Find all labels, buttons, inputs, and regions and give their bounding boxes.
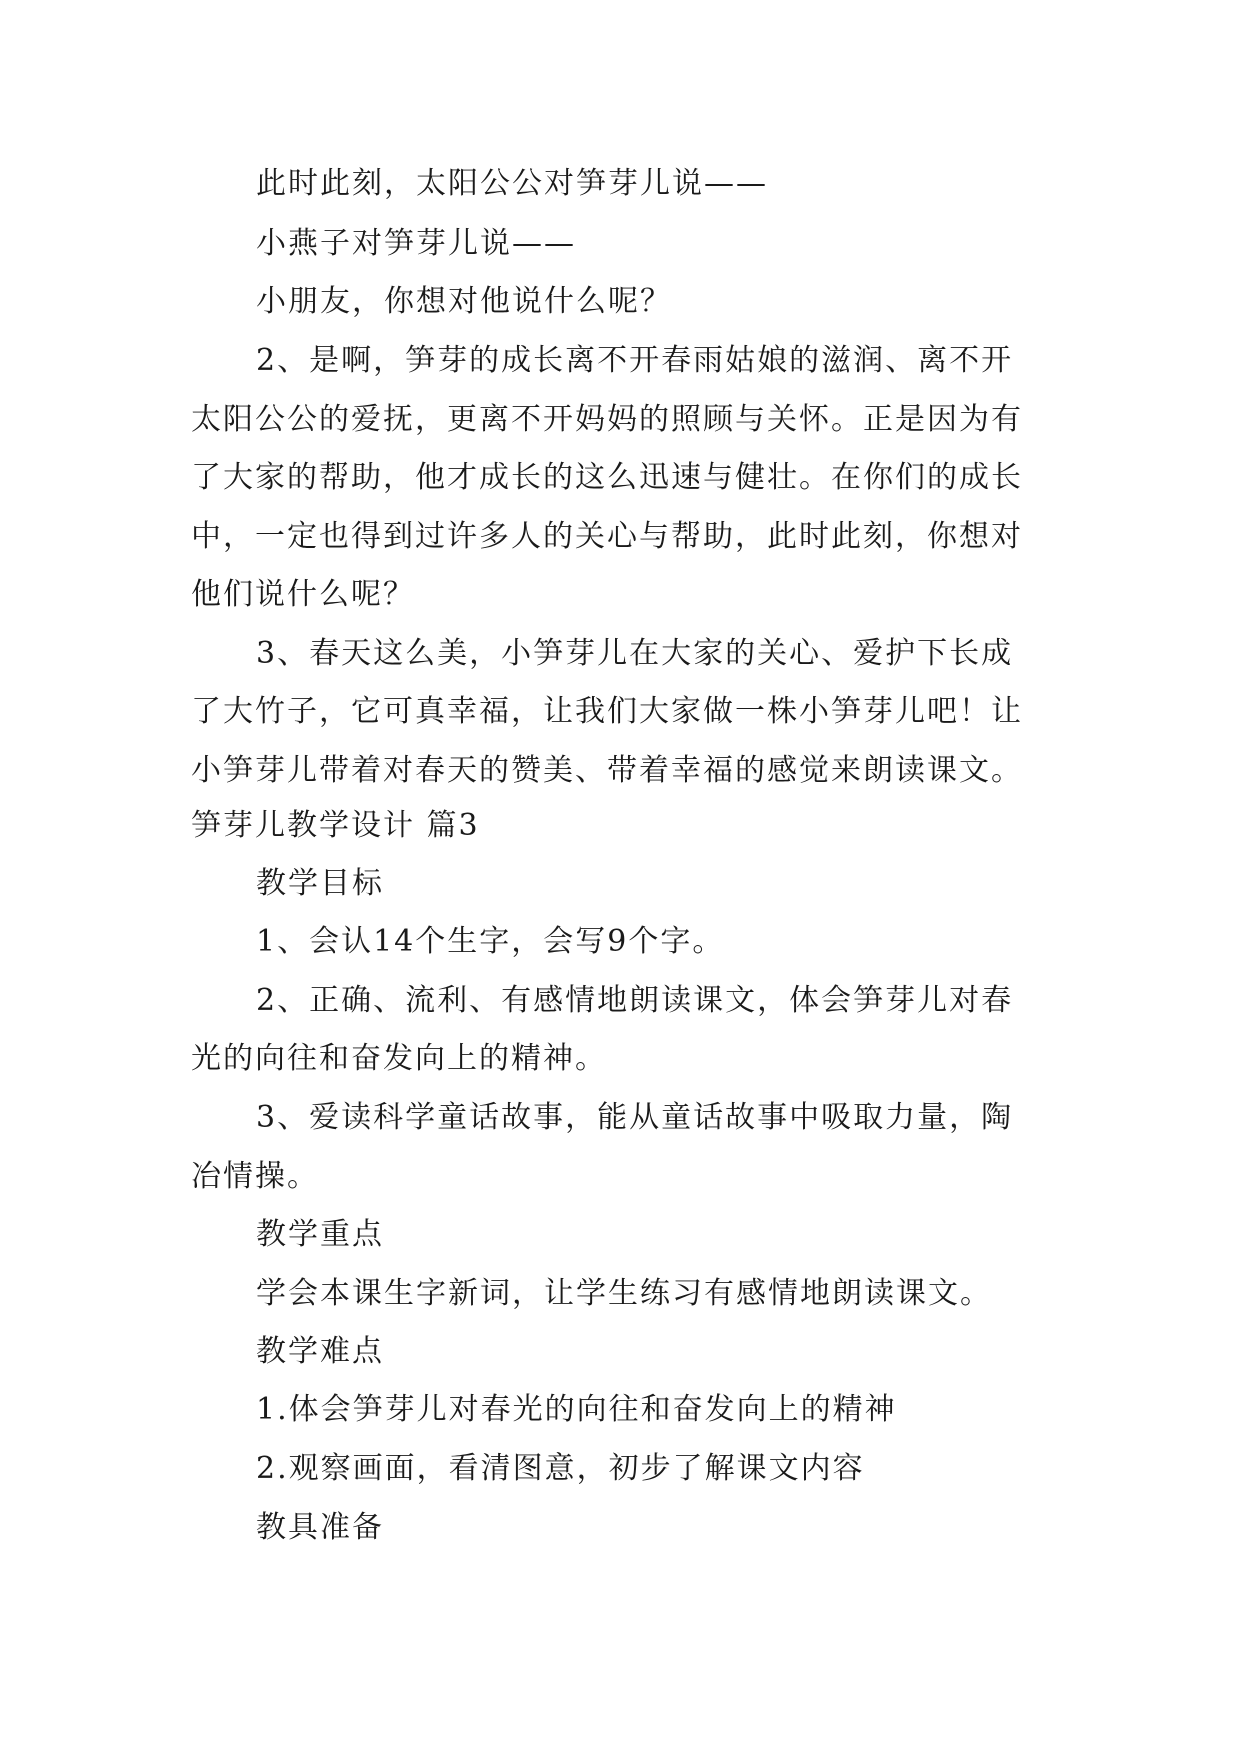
- text-line: 小笋芽儿带着对春天的赞美、带着幸福的感觉来朗读课文。: [191, 753, 1023, 788]
- text-line: 冶情操。: [191, 1159, 319, 1194]
- text-line: 他们说什么呢？: [191, 577, 415, 612]
- text-line: 了大家的帮助，他才成长的这么迅速与健壮。在你们的成长: [191, 460, 1023, 495]
- text-line: 小燕子对笋芽儿说——: [256, 226, 576, 261]
- text-line: 3、春天这么美，小笋芽儿在大家的关心、爱护下长成: [256, 636, 1014, 671]
- text-line: 1.体会笋芽儿对春光的向往和奋发向上的精神: [256, 1392, 897, 1427]
- text-line: 小朋友，你想对他说什么呢？: [256, 284, 672, 319]
- text-line: 教学重点: [256, 1217, 384, 1252]
- text-line: 2.观察画面，看清图意，初步了解课文内容: [256, 1451, 865, 1486]
- text-line: 3、爱读科学童话故事，能从童话故事中吸取力量，陶: [256, 1100, 1014, 1135]
- text-line: 2、是啊，笋芽的成长离不开春雨姑娘的滋润、离不开: [256, 343, 1014, 378]
- text-line: 了大竹子，它可真幸福，让我们大家做一株小笋芽儿吧！让: [191, 694, 1023, 729]
- text-line: 太阳公公的爱抚，更离不开妈妈的照顾与关怀。正是因为有: [191, 402, 1023, 437]
- text-line: 光的向往和奋发向上的精神。: [191, 1041, 607, 1076]
- text-line: 教具准备: [256, 1510, 384, 1545]
- text-line: 教学难点: [256, 1334, 384, 1369]
- text-line: 教学目标: [256, 866, 384, 901]
- text-line: 中，一定也得到过许多人的关心与帮助，此时此刻，你想对: [191, 519, 1023, 554]
- text-line: 2、正确、流利、有感情地朗读课文，体会笋芽儿对春: [256, 983, 1014, 1018]
- text-line: 学会本课生字新词，让学生练习有感情地朗读课文。: [256, 1276, 992, 1311]
- section-heading: 笋芽儿教学设计 篇3: [191, 808, 480, 843]
- text-line: 此时此刻，太阳公公对笋芽儿说——: [256, 166, 768, 201]
- text-line: 1、会认14个生字，会写9个字。: [256, 924, 725, 959]
